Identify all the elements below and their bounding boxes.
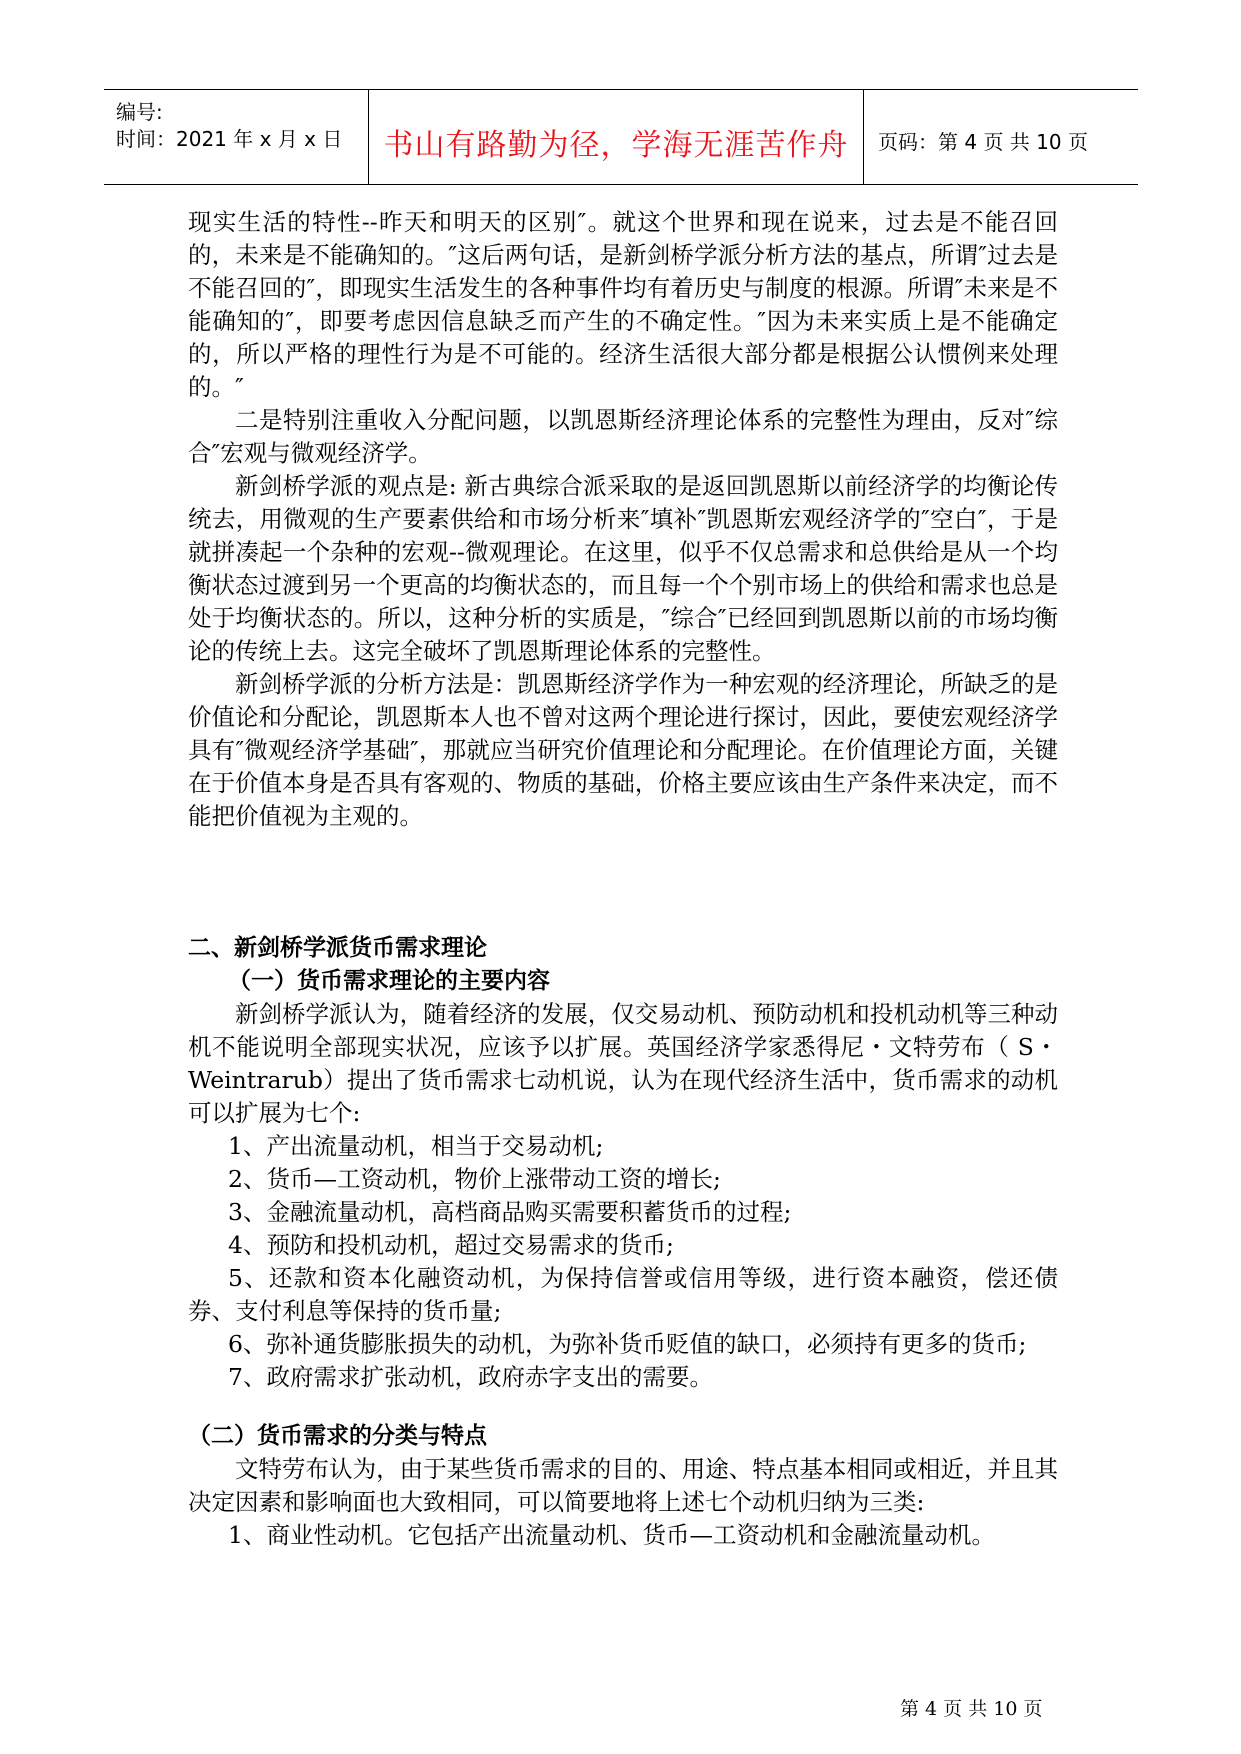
list-item: 5、还款和资本化融资动机，为保持信誉或信用等级，进行资本融资，偿还债券、支付利息等保持的货币量; bbox=[188, 1264, 1058, 1325]
paragraph: 新剑桥学派的分析方法是：凯恩斯经济学作为一种宏观的经济理论，所缺乏的是价值论和分配论，凯恩斯本人也不曾对这两个理论进行探讨，因此，要使宏观经济学具有″微观经济学基础″，那就应当研究价值理论和分配理论。在价值理论方面，关键在于价值本身是否具有客观的、物质的基础，价格主要应该由生产条件来决定，而不能把价值视为主观的。 bbox=[188, 670, 1058, 830]
list-item: 4、预防和投机动机，超过交易需求的货币; bbox=[228, 1231, 674, 1259]
paragraph: 二是特别注重收入分配问题，以凯恩斯经济理论体系的完整性为理由，反对″综合″宏观与微观经济学。 bbox=[188, 406, 1058, 467]
list-item: 1、产出流量动机，相当于交易动机; bbox=[228, 1132, 604, 1160]
list-item: 3、金融流量动机，高档商品购买需要积蓄货币的过程; bbox=[228, 1198, 792, 1226]
header-page-info: 页码：第 4 页 共 10 页 bbox=[878, 130, 1088, 154]
paragraph: 新剑桥学派的观点是: 新古典综合派采取的是返回凯恩斯以前经济学的均衡论传统去，用微观的生产要素供给和市场分析来″填补″凯恩斯宏观经济学的″空白″，于是就拼凑起一个杂种的宏观--微观理论。在这里，似乎不仅总需求和总供给是从一个均衡状态过渡到另一个更高的均衡状态的，而且每一个个别市场上的供给和需求也总是处于均衡状态的。所以，这种分析的实质是，″综合″已经回到凯恩斯以前的市场均衡论的传统上去。这完全破坏了凯恩斯理论体系的完整性。 bbox=[188, 472, 1058, 665]
subsection-heading: （二）货币需求的分类与特点 bbox=[188, 1423, 487, 1449]
list-item: 7、政府需求扩张动机，政府赤字支出的需要。 bbox=[228, 1363, 713, 1391]
subsection-heading: （一）货币需求理论的主要内容 bbox=[228, 968, 550, 994]
header-motto: 书山有路勤为径，学海无涯苦作舟 bbox=[383, 128, 849, 163]
document-body bbox=[188, 206, 1058, 1552]
header-right-cell bbox=[864, 90, 1138, 184]
number-label: 编号: bbox=[116, 100, 163, 124]
header-center-cell bbox=[369, 90, 864, 184]
paragraph: 现实生活的特性--昨天和明天的区别″。就这个世界和现在说来，过去是不能召回的，未来是不能确知的。″这后两句话，是新剑桥学派分析方法的基点，所谓″过去是不能召回的″，即现实生活发生的各种事件均有着历史与制度的根源。所谓″未来是不能确知的″，即要考虑因信息缺乏而产生的不确定性。″因为未来实质上是不能确定的，所以严格的理性行为是不可能的。经济生活很大部分都是根据公认惯例来处理的。″ bbox=[188, 208, 1058, 401]
list-item: 1、商业性动机。它包括产出流量动机、货币—工资动机和金融流量动机。 bbox=[228, 1521, 995, 1549]
spacer bbox=[188, 833, 1058, 932]
list-item: 6、弥补通货膨胀损失的动机，为弥补货币贬值的缺口，必须持有更多的货币; bbox=[228, 1330, 1027, 1358]
paragraph: 新剑桥学派认为，随着经济的发展，仅交易动机、预防动机和投机动机等三种动机不能说明全部现实状况，应该予以扩展。英国经济学家悉得尼・文特劳布（ S・Weintrarub）提出了货币需求七动机说，认为在现代经济生活中，货币需求的动机可以扩展为七个: bbox=[188, 1000, 1058, 1127]
page-footer: 第 4 页 共 10 页 bbox=[900, 1698, 1043, 1720]
paragraph: 文特劳布认为，由于某些货币需求的目的、用途、特点基本相同或相近，并且其决定因素和影响面也大致相同，可以简要地将上述七个动机归纳为三类: bbox=[188, 1455, 1058, 1516]
header-left-cell bbox=[104, 90, 369, 184]
section-heading: 二、新剑桥学派货币需求理论 bbox=[188, 935, 487, 961]
spacer bbox=[188, 1394, 1058, 1420]
time-label: 时间：2021 年 x 月 x 日 bbox=[116, 127, 343, 151]
list-item: 2、货币—工资动机，物价上涨带动工资的增长; bbox=[228, 1165, 721, 1193]
header-table bbox=[104, 89, 1138, 185]
